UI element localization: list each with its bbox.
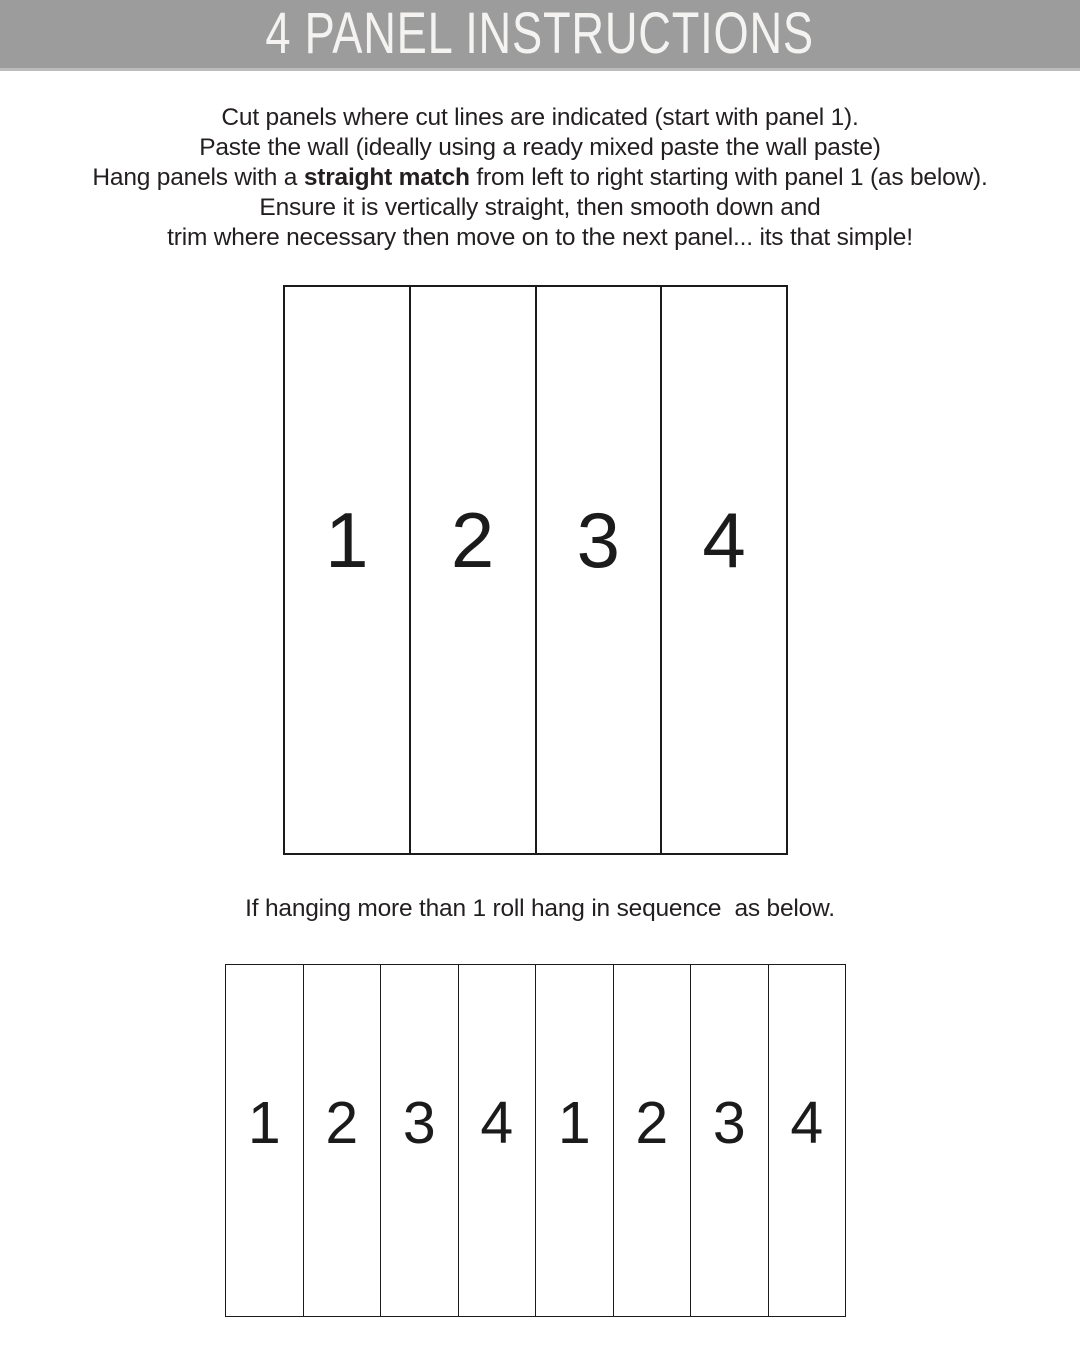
- multi-roll-panel-2-label: 2: [325, 1090, 359, 1156]
- single-roll-panel-4: [662, 287, 786, 853]
- instructions-block: [0, 103, 1080, 253]
- page-title: 4 PANEL INSTRUCTIONS: [265, 1, 815, 66]
- header-bar: [0, 0, 1080, 71]
- single-roll-panel-1: [285, 287, 411, 853]
- instruction-line-5: trim where necessary then move on to the next panel... its that simple!: [167, 224, 913, 251]
- multi-roll-panel-3-label: 3: [402, 1090, 436, 1156]
- multi-roll-panel-5: [536, 965, 614, 1316]
- instruction-line-3: [0, 163, 1080, 193]
- multi-roll-panel-8: [769, 965, 846, 1316]
- single-roll-panel-4-label: 4: [702, 496, 746, 584]
- instruction-line-3-suffix: from left to right starting with panel 1 (as below).: [469, 164, 988, 191]
- multi-roll-diagram: [225, 964, 846, 1317]
- single-roll-panel-2-label: 2: [450, 496, 495, 584]
- single-roll-diagram: [283, 285, 788, 855]
- multi-roll-panel-3: [381, 965, 459, 1316]
- instruction-line-3-prefix: Hang panels with a: [92, 164, 304, 191]
- multi-roll-panel-1-label: 1: [247, 1090, 281, 1156]
- instruction-line-1: Cut panels where cut lines are indicated (start with panel 1).: [221, 104, 859, 131]
- single-roll-panel-3-label: 3: [576, 496, 621, 584]
- multi-roll-panel-6-label: 2: [635, 1090, 669, 1156]
- multi-roll-panel-4: [459, 965, 537, 1316]
- single-roll-panel-3: [537, 287, 663, 853]
- instruction-line-3-bold: straight match: [303, 164, 470, 191]
- sequence-note: If hanging more than 1 roll hang in sequence as below.: [245, 895, 835, 922]
- multi-roll-panel-5-label: 1: [557, 1090, 591, 1156]
- multi-roll-panel-2: [304, 965, 382, 1316]
- multi-roll-panel-1: [226, 965, 304, 1316]
- multi-roll-panel-7-label: 3: [712, 1090, 746, 1156]
- instruction-line-4: Ensure it is vertically straight, then smooth down and: [259, 194, 821, 221]
- single-roll-panel-1-label: 1: [325, 496, 369, 584]
- instruction-line-2: Paste the wall (ideally using a ready mixed paste the wall paste): [199, 134, 881, 161]
- multi-roll-panel-7: [691, 965, 769, 1316]
- multi-roll-panel-8-label: 4: [790, 1090, 824, 1156]
- single-roll-panel-2: [411, 287, 537, 853]
- multi-roll-panel-6: [614, 965, 692, 1316]
- multi-roll-panel-4-label: 4: [480, 1090, 514, 1156]
